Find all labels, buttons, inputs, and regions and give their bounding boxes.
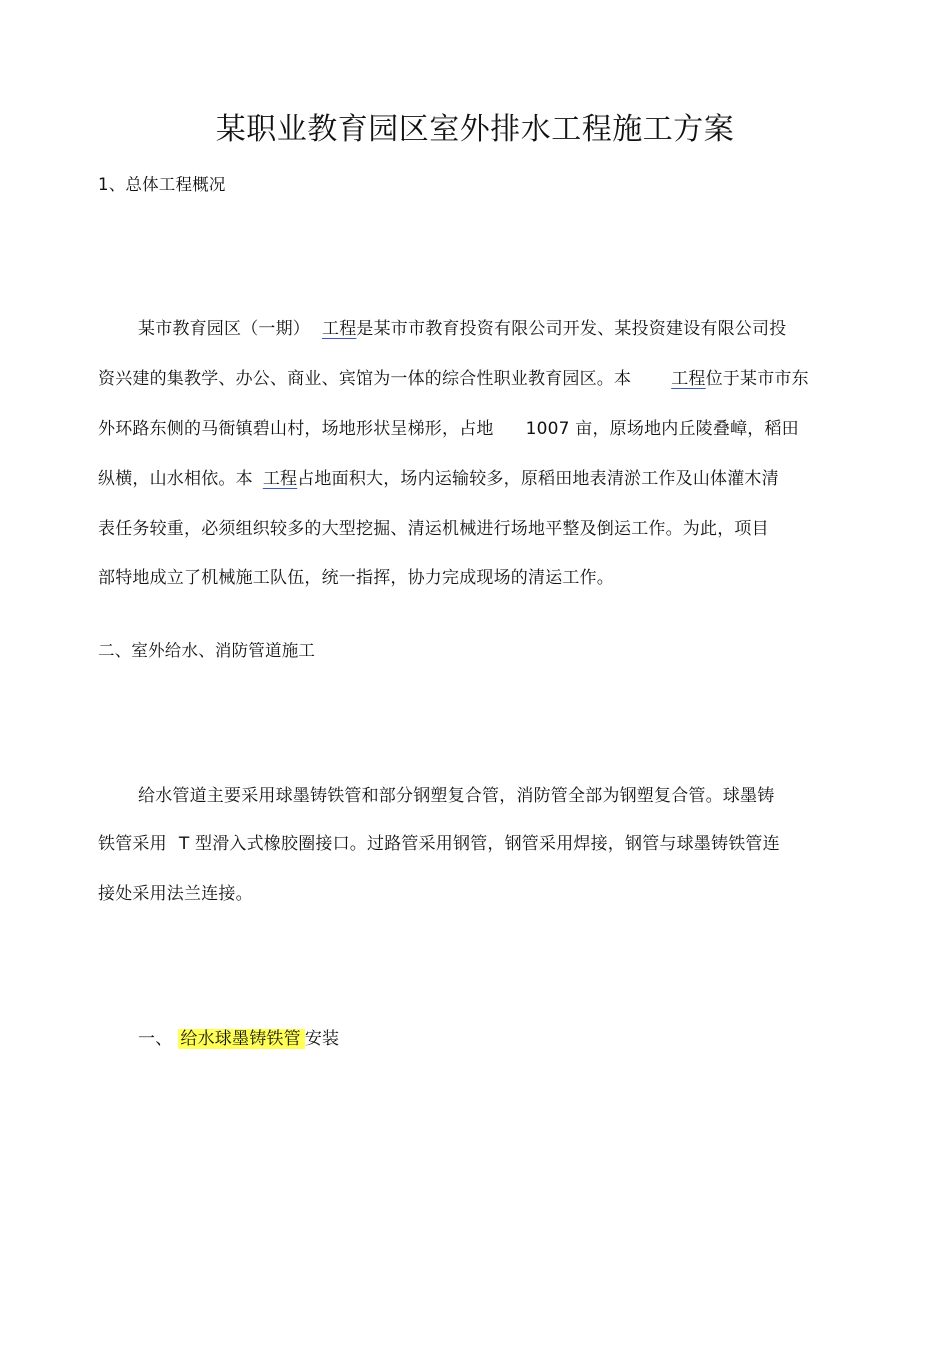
text-run: 部特地成立了机械施工队伍，统一指挥，协力完成现场的清运工作。 [98, 568, 614, 588]
text-run: 某市教育园区（一期） [138, 319, 310, 339]
text-run: 是某市市教育投资有限公司开发、某投资建设有限公司投 [356, 319, 787, 339]
underlined-term: 工程 [322, 319, 357, 339]
paragraph-line [98, 881, 253, 907]
paragraph-line [98, 516, 769, 542]
paragraph-line [98, 466, 779, 492]
subsection-heading [138, 1026, 339, 1052]
heading-suffix: 安装 [304, 1029, 340, 1049]
text-run: 1007 亩，原场地内丘陵叠嶂，稻田 [525, 419, 799, 439]
text-run: 铁管采用 [98, 834, 167, 854]
heading-prefix: 一、 [138, 1029, 173, 1049]
section-heading-water-supply: 二、室外给水、消防管道施工 [98, 641, 316, 660]
paragraph-line [98, 416, 799, 442]
text-run: 表任务较重，必须组织较多的大型挖掘、清运机械进行场地平整及倒运工作。为此，项目 [98, 519, 769, 539]
highlighted-text: 给水球墨铸铁管 [178, 1029, 304, 1049]
paragraph-line [138, 316, 786, 342]
document-title: 某职业教育园区室外排水工程施工方案 [215, 112, 735, 147]
paragraph-line [98, 565, 614, 591]
text-run: 纵横，山水相依。本 [98, 469, 253, 489]
text-run: 外环路东侧的马衙镇碧山村，场地形状呈梯形，占地 [98, 419, 494, 439]
text-run: 给水管道主要采用球墨铸铁管和部分钢塑复合管，消防管全部为钢塑复合管。球墨铸 [138, 786, 775, 806]
text-run: 资兴建的集教学、办公、商业、宾馆为一体的综合性职业教育园区。本 [98, 369, 632, 389]
text-run: 接处采用法兰连接。 [98, 884, 253, 904]
text-run: 位于某市市东 [705, 369, 809, 389]
section-heading-overview: 1、总体工程概况 [98, 175, 226, 194]
underlined-term: 工程 [262, 469, 298, 489]
paragraph-line [98, 831, 780, 857]
text-run: 占地面积大，场内运输较多，原稻田地表清淤工作及山体灌木清 [297, 469, 779, 489]
text-run: T 型滑入式橡胶圈接口。过路管采用钢管，钢管采用焊接，钢管与球墨铸铁管连 [178, 834, 780, 854]
paragraph-line [98, 366, 809, 392]
paragraph-line [138, 783, 774, 809]
underlined-term: 工程 [671, 369, 706, 389]
